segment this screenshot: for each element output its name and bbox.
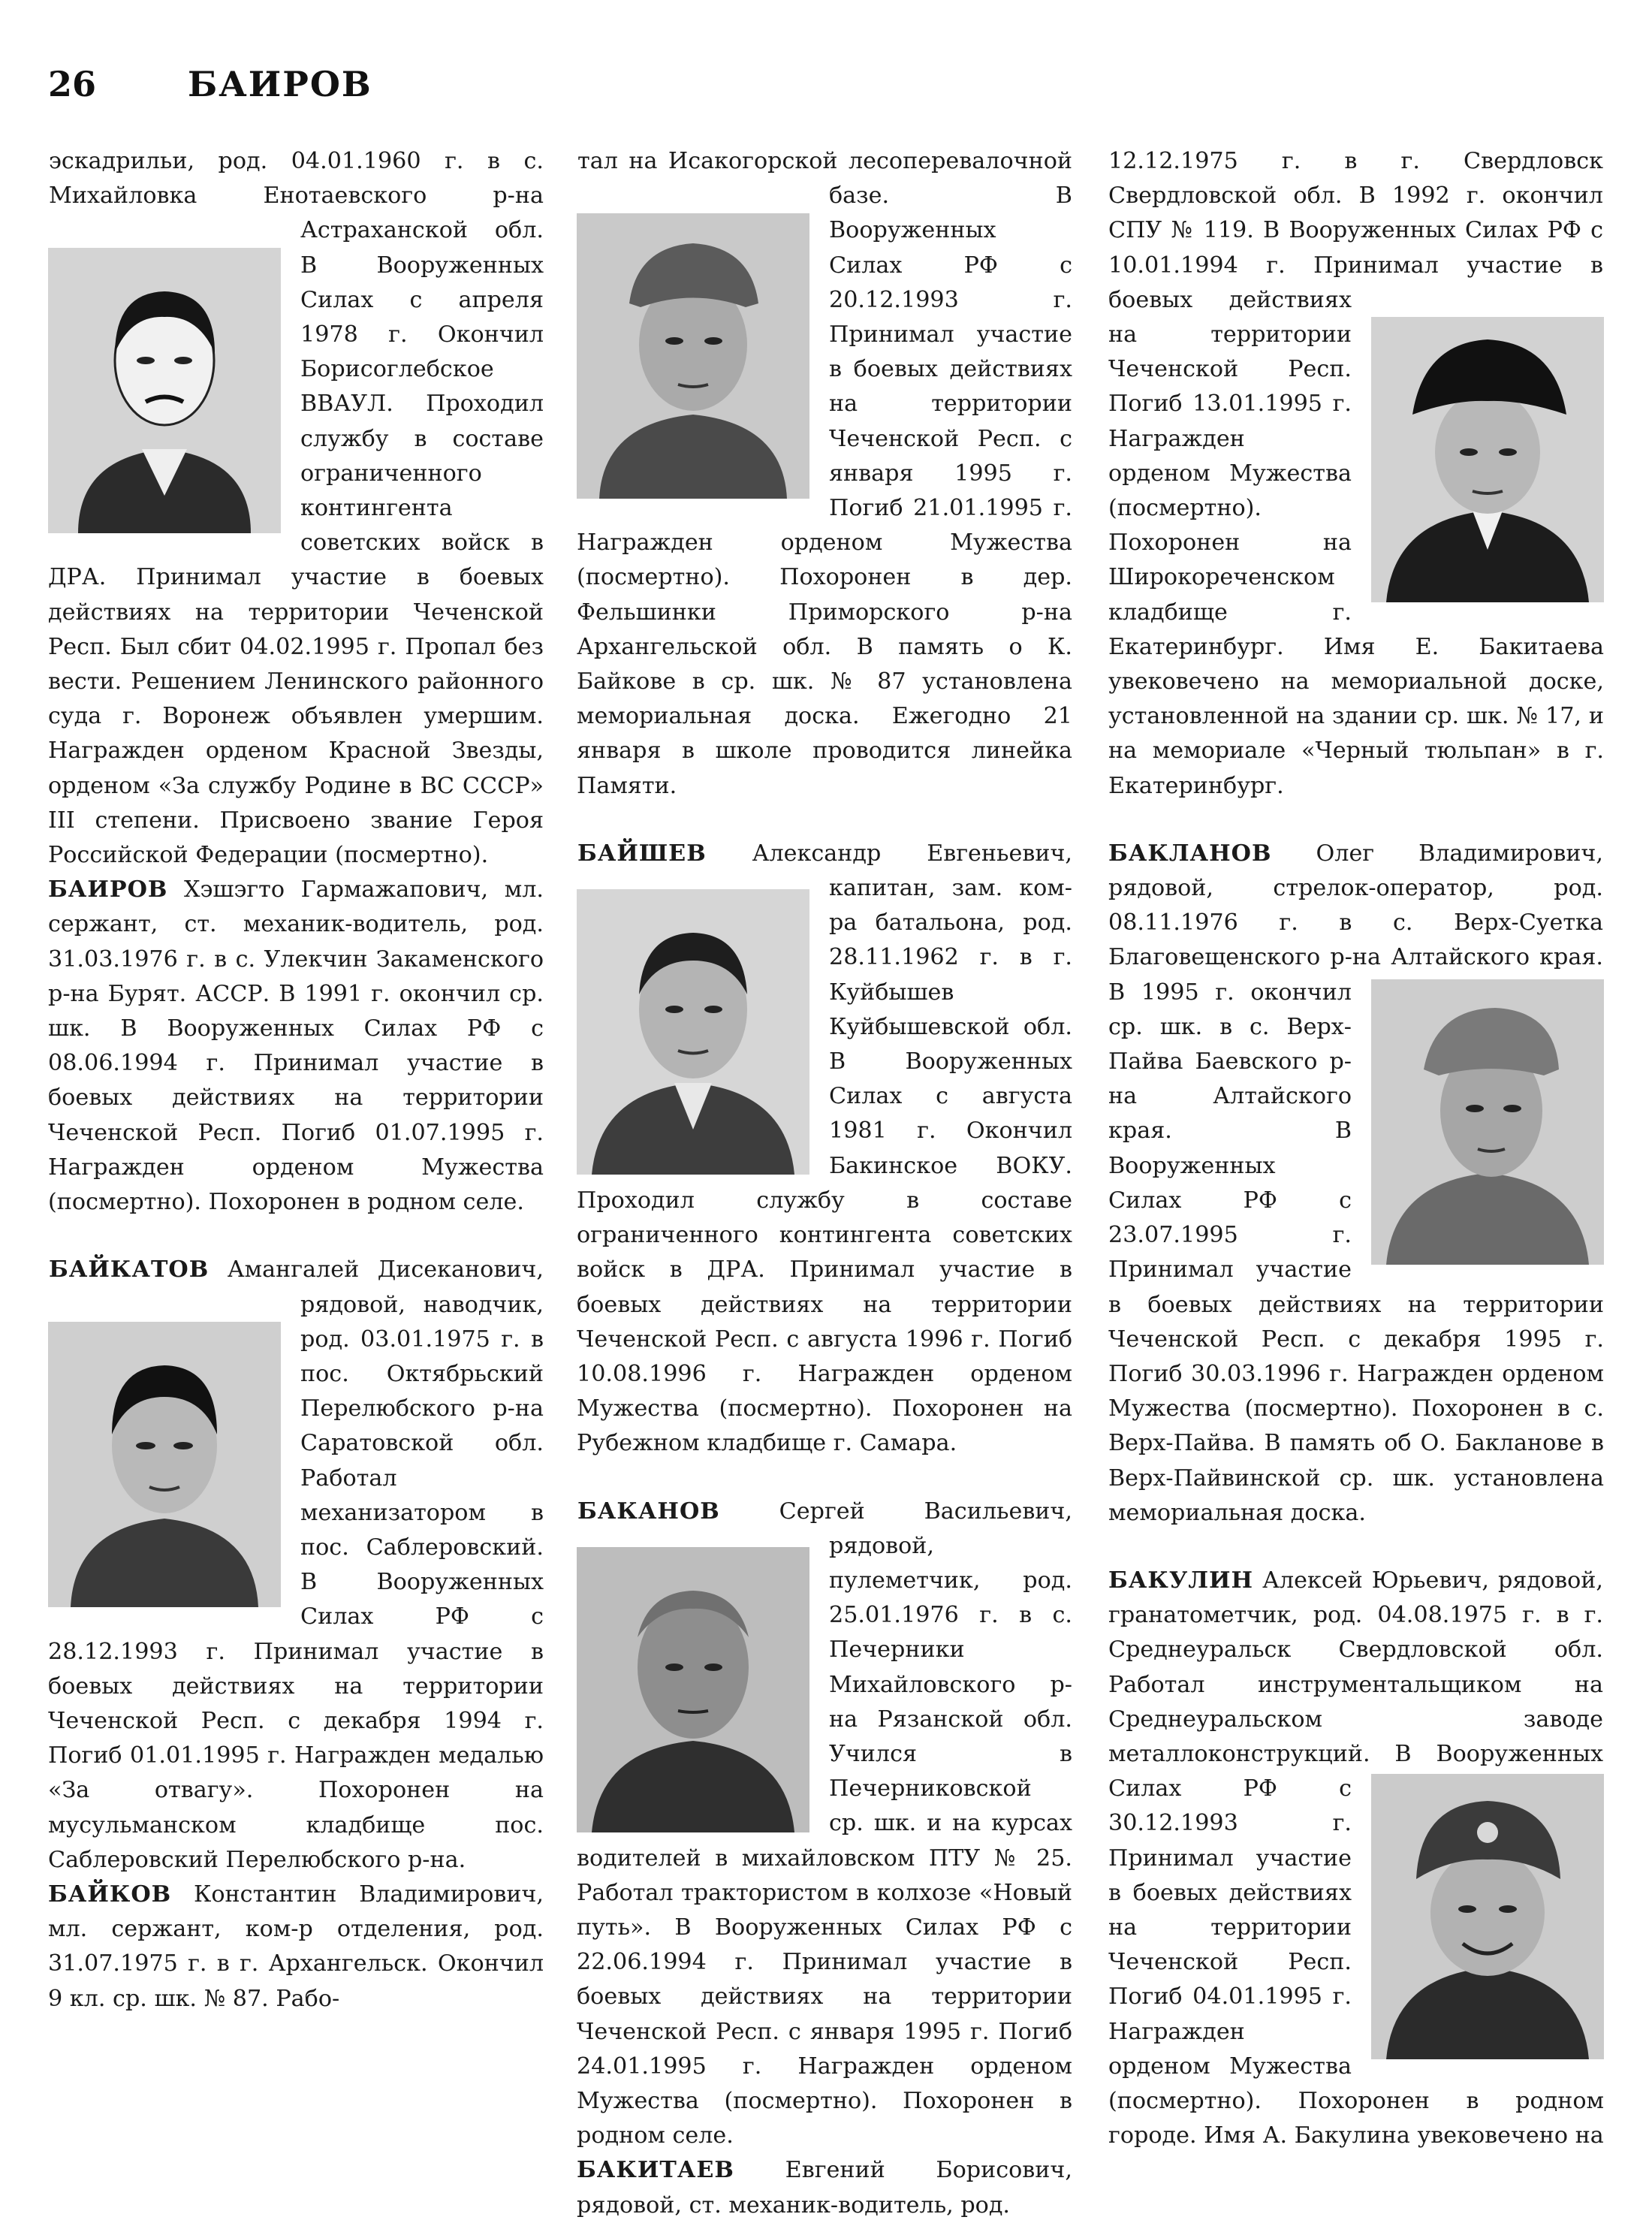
column-3 bbox=[1108, 144, 1604, 2149]
portrait-icon bbox=[48, 1322, 281, 1607]
portrait-icon bbox=[48, 248, 281, 533]
column-1 bbox=[48, 144, 544, 2097]
entry-continued-3: 12.12.1975 г. в г. Свердловск Свердловской обл. В 1992 г. окончил СПУ № 119. В Вооруженных Силах РФ с 10.01.1994 г. Принимал участие в боевых действиях на территории Чеченской Респ. Погиб 13.01.1995 г. Награжден орденом Мужества (посмертно). Похоронен на Широкореченском кладбище г. Екатеринбург. Имя Е. Бакитаева увековечено на мемориальной доске, установленной на здании ср. шк. № 17, и на мемориале «Черный тюльпан» в г. Екатеринбург. bbox=[1108, 148, 1604, 799]
portrait-photo-7 bbox=[1371, 979, 1604, 1265]
surname: БАЙШЕВ bbox=[577, 840, 707, 867]
surname: БАЙКАТОВ bbox=[49, 1256, 210, 1283]
entry-baklanov bbox=[1108, 837, 1604, 1531]
portrait-photo-1 bbox=[48, 248, 281, 533]
entry-text: Олег Владимирович, рядовой, стрелок-оператор, род. 08.11.1976 г. в с. Верх-Суетка Благовещенского р-на Алтайского края. В 1995 г. окончил ср. шк. в с. Верх-Пайва Баевского р-на Алтайского края. В Вооруженных Силах РФ с 23.07.1995 г. Принимал участие в боевых действиях на территории Чеченской Респ. с декабря 1995 г. Погиб 30.03.1996 г. Награжден орденом Мужества (посмертно). Похоронен в с. Верх-Пайва. В память об О. Бакланове в Верх-Пайвинской ср. шк. установлена мемориальная доска. bbox=[1108, 840, 1604, 1526]
portrait-photo-5 bbox=[577, 1547, 809, 1832]
entry-bakitaev bbox=[577, 2153, 1072, 2222]
entry-bakulin bbox=[1108, 1564, 1604, 2153]
surname: БАКУЛИН bbox=[1108, 1567, 1254, 1594]
entry-text: Константин Владимирович, мл. сержант, ком-р отделения, род. 31.07.1975 г. в г. Архангельск. Окончил 9 кл. ср. шк. № 87. Рабо- bbox=[48, 1881, 544, 2012]
entry-bairov bbox=[48, 873, 544, 1220]
entry-text: Евгений Борисович, рядовой, ст. механик-водитель, род. bbox=[577, 2157, 1072, 2218]
entry-baikov bbox=[48, 1878, 544, 2016]
portrait-photo-2 bbox=[48, 1322, 281, 1607]
entry-text: Алексей Юрьевич, рядовой, гранатометчик, род. 04.08.1975 г. в г. Среднеуральск Свердловской обл. Работал инструментальщиком на Среднеуральском заводе металлоконструкций. В Вооруженных Силах РФ с 30.12.1993 г. Принимал участие в боевых действиях на территории Чеченской Респ. Погиб 04.01.1995 г. Награжден орденом Мужества (посмертно). Похоронен в родном городе. Имя А. Бакулина увековечено на bbox=[1108, 1567, 1604, 2149]
portrait-icon bbox=[577, 889, 809, 1175]
surname: БАКИТАЕВ bbox=[577, 2157, 734, 2184]
entry-continued-1: эскадрильи, род. 04.01.1960 г. в с. Михайловка Енотаевского р-на Астраханской обл. В Вооруженных Силах с апреля 1978 г. Окончил Борисоглебское ВВАУЛ. Проходил службу в составе ограниченного контингента советских войск в ДРА. Принимал участие в боевых действиях на территории Чеченской Респ. Был сбит 04.02.1995 г. Пропал без вести. Решением Ленинского районного суда г. Воронеж объявлен умершим. Награжден орденом Красной Звезды, орденом «За службу Родине в ВС СССР» III степени. Присвоено звание Героя Российской Федерации (посмертно). bbox=[48, 148, 544, 869]
portrait-photo-4 bbox=[577, 889, 809, 1175]
portrait-photo-6 bbox=[1371, 317, 1604, 602]
portrait-photo-8 bbox=[1371, 1774, 1604, 2059]
running-head: БАИРОВ bbox=[188, 64, 372, 104]
surname: БАИРОВ bbox=[48, 876, 168, 903]
entry-baishev bbox=[577, 837, 1072, 1461]
portrait-icon bbox=[577, 213, 809, 499]
portrait-photo-3 bbox=[577, 213, 809, 499]
entry-text: Хэшэгто Гармажапович, мл. сержант, ст. механик-водитель, род. 31.03.1976 г. в с. Улекчин Закаменского р-на Бурят. АССР. В 1991 г. окончил ср. шк. В Вооруженных Силах РФ с 08.06.1994 г. Принимал участие в боевых действиях на территории Чеченской Респ. Погиб 01.07.1995 г. Награжден орденом Мужества (посмертно). Похоронен в родном селе. bbox=[48, 876, 544, 1216]
entry-text: Сергей Васильевич, рядовой, пулеметчик, род. 25.01.1976 г. в с. Печерники Михайловского р-на Рязанской обл. Учился в Печерниковской ср. шк. и на курсах водителей в михайловском ПТУ № 25. Работал трактористом в колхозе «Новый путь». В Вооруженных Силах РФ с 22.06.1994 г. Принимал участие в боевых действиях на территории Чеченской Респ. с января 1995 г. Погиб 24.01.1995 г. Награжден орденом Мужества (посмертно). Похоронен в родном селе. bbox=[577, 1498, 1072, 2149]
entry-bakanov bbox=[577, 1495, 1072, 2154]
entry-continued-2: тал на Исакогорской лесоперевалочной базе. В Вооруженных Силах РФ с 20.12.1993 г. Принимал участие в боевых действиях на территории Чеченской Респ. с января 1995 г. Погиб 21.01.1995 г. Награжден орденом Мужества (посмертно). Похоронен в дер. Фельшинки Приморского р-на Архангельской обл. В память о К. Байкове в ср. шк. № 87 установлена мемориальная доска. Ежегодно 21 января в школе проводится линейка Памяти. bbox=[577, 148, 1072, 799]
portrait-icon bbox=[1371, 979, 1604, 1265]
entry-baikatov bbox=[48, 1253, 544, 1878]
surname: БАКЛАНОВ bbox=[1108, 840, 1272, 867]
portrait-icon bbox=[1371, 317, 1604, 602]
column-2 bbox=[577, 144, 1072, 2218]
surname: БАЙКОВ bbox=[48, 1881, 172, 1908]
entry-text: Александр Евгеньевич, капитан, зам. ком-ра батальона, род. 28.11.1962 г. в г. Куйбышев Куйбышевской обл. В Вооруженных Силах с августа 1981 г. Окончил Бакинское ВОКУ. Проходил службу в составе ограниченного контингента советских войск в ДРА. Принимал участие в боевых действиях на территории Чеченской Респ. с августа 1996 г. Погиб 10.08.1996 г. Награжден орденом Мужества (посмертно). Похоронен на Рубежном кладбище г. Самара. bbox=[577, 840, 1072, 1457]
page-number: 26 bbox=[48, 64, 97, 104]
portrait-icon bbox=[1371, 1774, 1604, 2059]
portrait-icon bbox=[577, 1547, 809, 1832]
surname: БАКАНОВ bbox=[577, 1498, 720, 1525]
entry-text: Амангалей Дисеканович, рядовой, наводчик, род. 03.01.1975 г. в пос. Октябрьский Перелюбского р-на Саратовской обл. Работал механизатором в пос. Саблеровский. В Вооруженных Силах РФ с 28.12.1993 г. Принимал участие в боевых действиях на территории Чеченской Респ. с декабря 1994 г. Погиб 01.01.1995 г. Награжден медалью «За отвагу». Похоронен на мусульманском кладбище пос. Саблеровский Перелюбского р-на. bbox=[48, 1256, 544, 1873]
